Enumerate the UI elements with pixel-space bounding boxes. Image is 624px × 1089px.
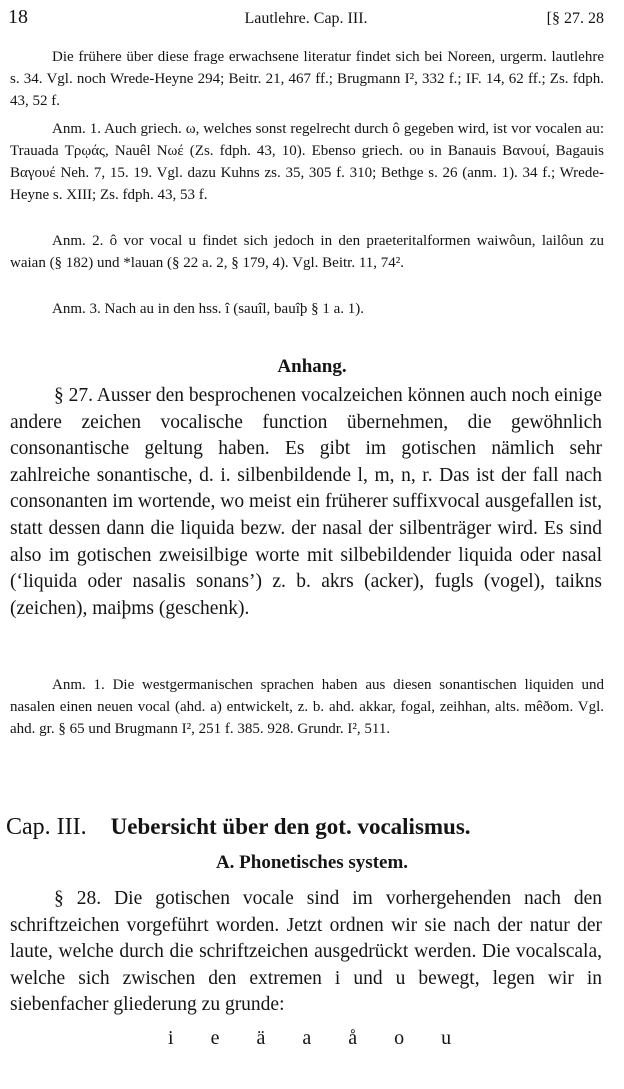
section-27-text: § 27. Ausser den besprochenen vocalzeichen können auch noch einige andere zeichen vocalische function übernehmen, die gewöhnlich consonantische geltung haben. Es gibt im gotischen nämlich sehr zahlreiche sonantische, d. i. silbenbildende l, m, n, r. Das ist der fall nach consonanten im wortende, wo meist ein früherer suffixvocal ausgefallen ist, statt dessen dann die liquida bezw. der nasal der silbenträger wird. Es sind also im gotischen zweisilbige worte mit silbebildender liquida oder nasal (‘liquida oder nasalis sonans’) z. b. akrs (acker), fugls (vogel), taikns (zeichen), maiþms (geschenk). (10, 385, 602, 619)
vowel-scale (168, 1027, 451, 1050)
literature-text: Die frühere über diese frage erwachsene literatur findet sich bei Noreen, urgerm. lautlehre s. 34. Vgl. noch Wrede-Heyne 294; Beitr. 21, 467 ff.; Brugmann I², 332 f.; IF. 14, 62 ff.; Zs. fdph. 43, 52 f. (10, 49, 604, 109)
chapter-number: Cap. III. (6, 814, 87, 840)
note-block-3 (10, 298, 604, 320)
anhang-note (10, 674, 604, 740)
vowel-o: o (394, 1027, 405, 1049)
page-number: 18 (8, 6, 28, 28)
vowel-aa: å (348, 1027, 358, 1049)
note-anm-2: Anm. 2. ô vor vocal u findet sich jedoch in den praeteritalformen waiwôun, lailôun zu waian (§ 182) und *lauan (§ 22 a. 2, § 179, 4). Vgl. Beitr. 11, 74². (10, 233, 604, 271)
chapter-title: Uebersicht über den got. vocalismus. (110, 814, 471, 839)
section-27 (10, 383, 602, 622)
vowel-i: i (168, 1027, 174, 1049)
chapter-heading (6, 814, 616, 841)
note-block (10, 118, 604, 206)
running-title: Lautlehre. Cap. III. (244, 10, 368, 27)
literature-paragraph (10, 46, 604, 112)
vowel-a: a (302, 1027, 312, 1049)
section-28-text: § 28. Die gotischen vocale sind im vorhergehenden nach den schriftzeichen vorgeführt worden. Jetzt ordnen wir sie nach der natur der laute, welche durch die schriftzeichen ausgedrückt werden. Die vocalscala, welche sich zwischen den extremen i und u bewegt, legen wir in siebenfacher gliederung zu grunde: (10, 888, 602, 1016)
anhang-note-anm-1: Anm. 1. Die westgermanischen sprachen haben aus diesen sonantischen liquiden und nasalen einen neuen vocal (ahd. a) entwickelt, z. b. ahd. akkar, fogal, zeihhan, alts. mêðom. Vgl. ahd. gr. § 65 und Brugmann I², 251 f. 385. 928. Grundr. I², 511. (10, 677, 604, 737)
vowel-ae: ä (256, 1027, 266, 1049)
anhang-heading: Anhang. (277, 356, 347, 377)
note-anm-1: Anm. 1. Auch griech. ω, welches sonst regelrecht durch ô gegeben wird, ist vor vocalen au: Trauada Τρῳάς, Nauêl Νωέ (Zs. fdph. 43, 10). Ebenso griech. ου in Banauis Βανουί, Bagauis Βαγουέ Neh. 7, 15. 19. Vgl. dazu Kuhns zs. 35, 305 f. 310; Bethge s. 26 (anm. 1). 34 f.; Wrede-Heyne s. XIII; Zs. fdph. 43, 53 f. (10, 121, 604, 203)
note-anm-3: Anm. 3. Nach au in den hss. î (sauîl, bauîþ § 1 a. 1). (52, 301, 365, 317)
note-block-2 (10, 230, 604, 274)
section-reference: [§ 27. 28 (546, 10, 604, 27)
section-28 (10, 886, 602, 1019)
running-header (8, 6, 604, 30)
vowel-u: u (441, 1027, 452, 1049)
chapter-subheading: A. Phonetisches system. (215, 852, 409, 873)
vowel-e: e (210, 1027, 220, 1049)
